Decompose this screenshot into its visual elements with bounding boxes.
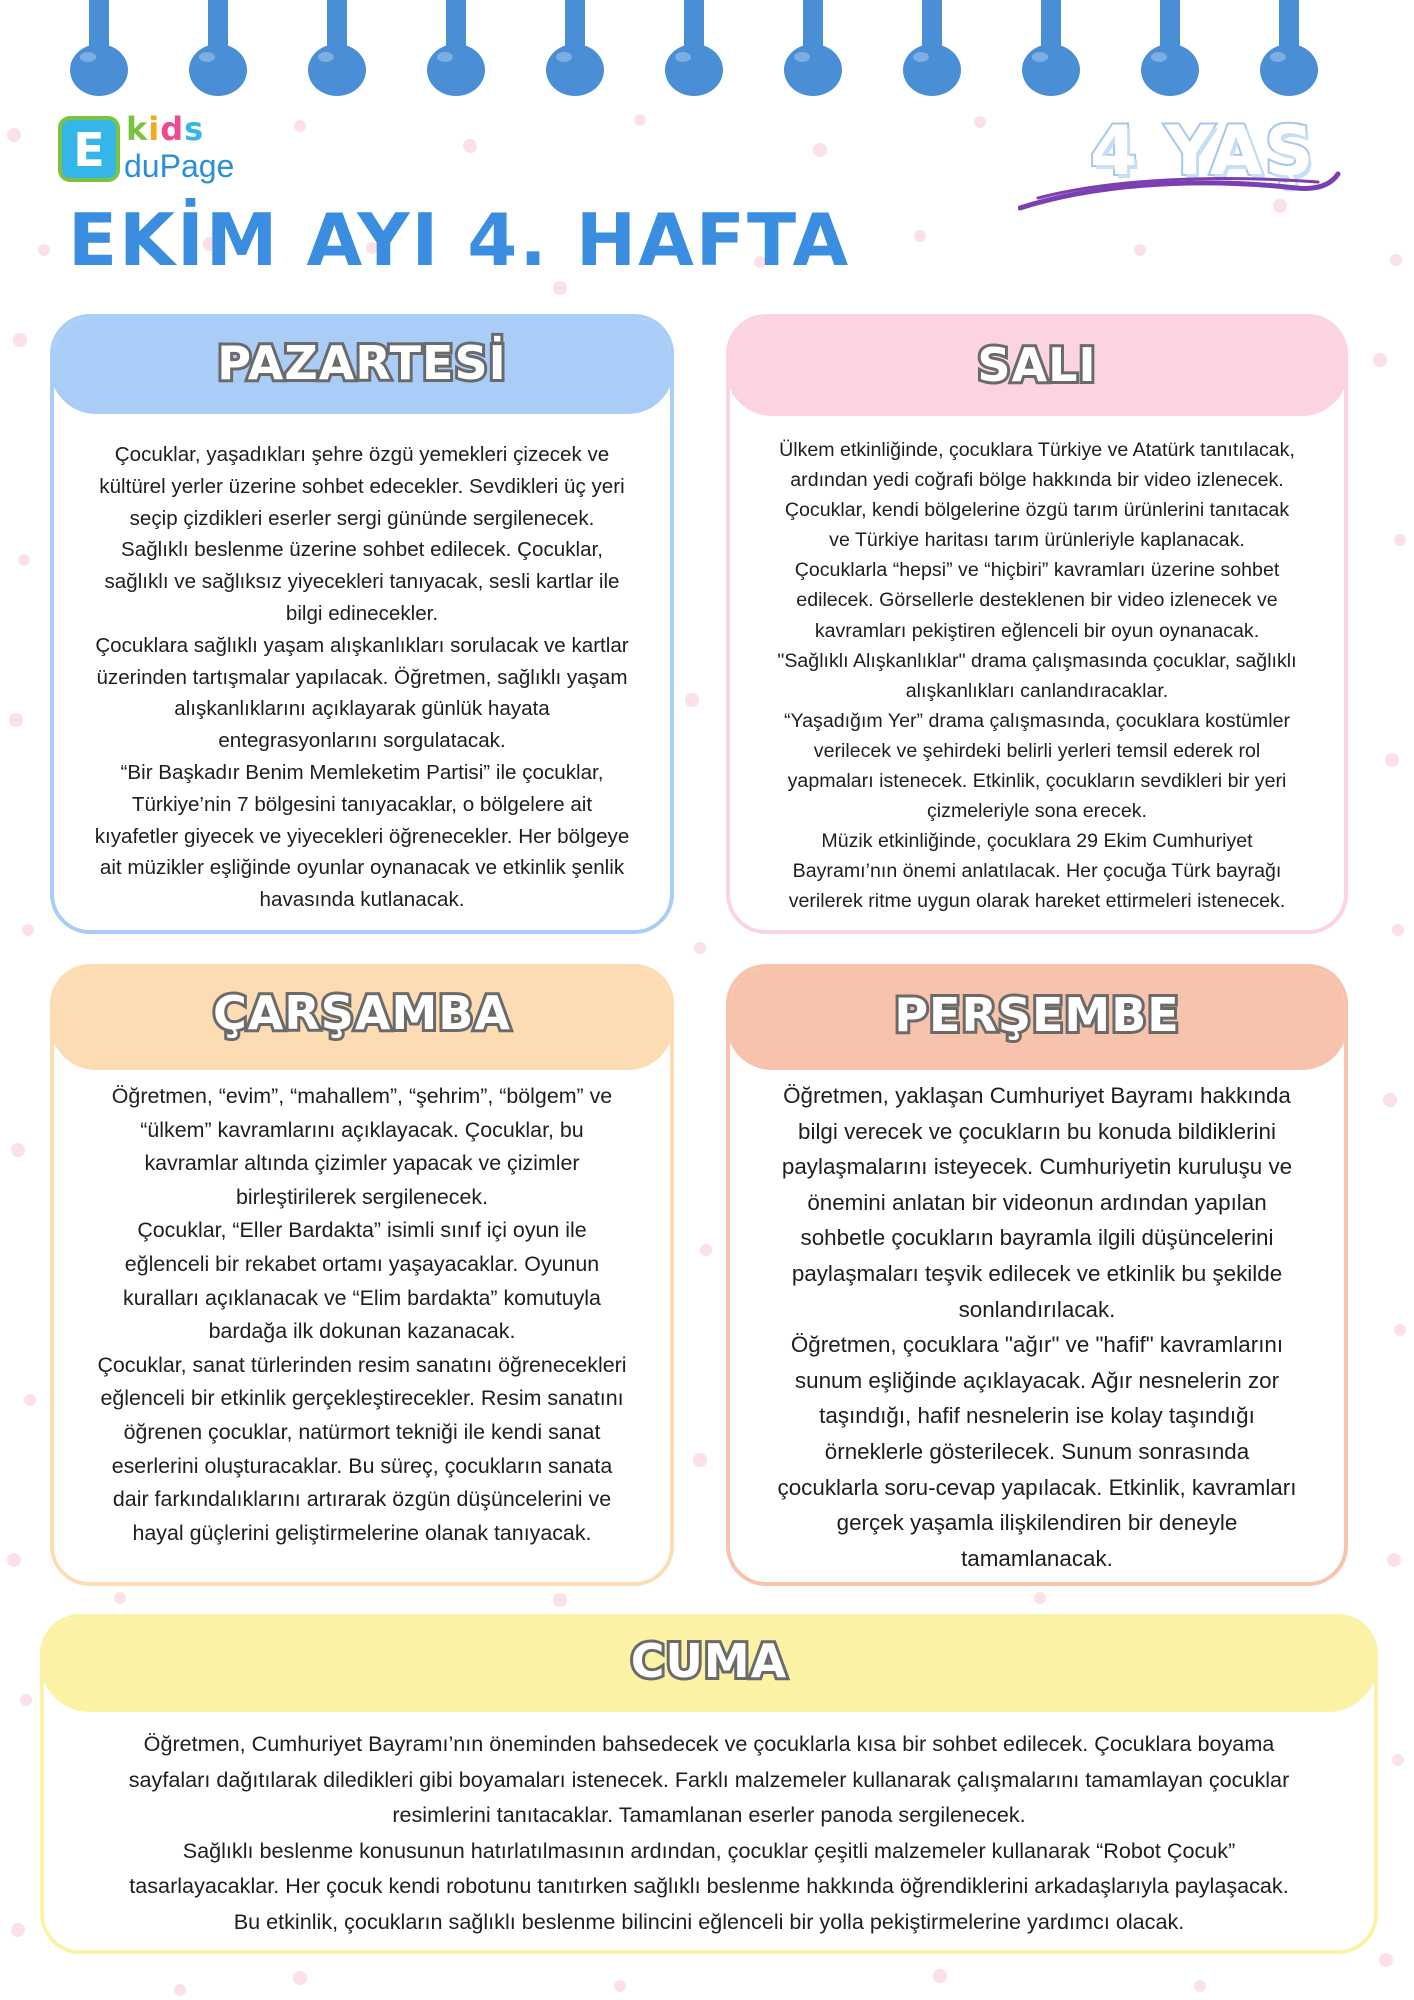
day-card-friday xyxy=(40,1614,1378,1954)
day-header xyxy=(50,964,674,1070)
day-name: PAZARTESİ xyxy=(217,336,507,390)
day-activities xyxy=(68,1726,1350,1939)
binder-ring xyxy=(1260,0,1318,96)
kids-edupage-logo xyxy=(58,112,238,190)
activity-text: Öğretmen, “evim”, “mahallem”, “şehrim”, “bölgem” ve “ülkem” kavramlarını açıklayacak. Çocuklar, bu kavramlar altında çizimler yapacak ve çizimler birleştirilerek sergilenecek. Çocuklar, “Eller Bardakta” isimli sınıf içi oyun ile eğlenceli bir rekabet ortamı yaşayacaklar. Oyunun kuralları açıklanacak ve “Elim bardakta” komutuyla bardağa ilk dokunan kazanacak. Çocuklar, sanat türlerinden resim sanatını öğrenecekleri eğlenceli bir etkinlik gerçekleştirecekler. Resim sanatını öğrenen çocuklar, natürmort tekniği ile kendi sanat eserlerini oluşturacaklar. Bu süreç, çocukların sanata dair farkındalıklarını artırarak özgün düşüncelerini ve hayal güçlerini geliştirmelerine olanak tanıyacak. xyxy=(97,1084,627,1545)
day-name: CUMA xyxy=(630,1634,788,1688)
day-card-tuesday xyxy=(726,314,1348,934)
day-card-wednesday xyxy=(50,964,674,1586)
logo-kids-text: kids xyxy=(126,110,205,148)
day-name: SALI xyxy=(977,338,1097,392)
binder-ring xyxy=(1141,0,1199,96)
day-name: ÇARŞAMBA xyxy=(213,986,511,1040)
binder-ring xyxy=(1022,0,1080,96)
purple-swoosh xyxy=(1018,164,1348,214)
activity-text: Öğretmen, Cumhuriyet Bayramı’nın öneminden bahsedecek ve çocuklarla kısa bir sohbet edilecek. Çocuklara boyama sayfaları dağıtılarak diledikleri gibi boyamaları istenecek. Farklı malzemeler kullanarak çalışmalarını tamamlayan çocuklar resimlerini tanıtacaklar. Tamamlanan eserler panoda sergilenecek. Sağlıklı beslenme konusunun hatırlatılmasının ardından, çocuklar çeşitli malzemeler kullanarak “Robot Çocuk” tasarlayacaklar. Her çocuk kendi robotunu tanıtırken sağlıklı beslenme hakkında öğrendiklerini arkadaşlarıyla paylaşacak. Bu etkinlik, çocukların sağlıklı beslenme bilincini eğlenceli bir yolla pekiştirmelerine yardımcı olacak. xyxy=(128,1731,1290,1934)
day-header xyxy=(726,964,1348,1070)
activity-text: Öğretmen, yaklaşan Cumhuriyet Bayramı hakkında bilgi verecek ve çocukların bu konuda bildiklerini paylaşmalarını isteyecek. Cumhuriyetin kuruluşu ve önemini anlatan bir videonun ardından yapılan sohbetle çocukların bayramla ilgili düşüncelerini paylaşmaları teşvik edilecek ve etkinlik bu şekilde sonlandırılacak. Öğretmen, çocuklara "ağır" ve "hafif" kavramlarını sunum eşliğinde açıklayacak. Ağır nesnelerin zor taşındığı, hafif nesnelerin ise kolay taşındığı örneklerle gösterilecek. Sunum sonrasında çocuklarla soru-cevap yapılacak. Etkinlik, kavramları gerçek yaşamla ilişkilendiren bir deneyle tamamlanacak. xyxy=(777,1083,1297,1571)
day-activities xyxy=(84,439,640,916)
day-card-thursday xyxy=(726,964,1348,1586)
activity-text: Ülkem etkinliğinde, çocuklara Türkiye ve Atatürk tanıtılacak, ardından yedi coğrafi bölge hakkında bir video izlenecek. Çocuklar, kendi bölgelerine özgü tarım ürünlerini tanıtacak ve Türkiye haritası tarım ürünleriyle kaplanacak. Çocuklarla “hepsi” ve “hiçbiri” kavramları üzerine sohbet edilecek. Görsellerle desteklenen bir video izlenecek ve kavramları pekiştiren eğlenceli bir oyun oynanacak. "Sağlıklı Alışkanlıklar" drama çalışmasında çocuklar, sağlıklı alışkanlıkları canlandıracaklar. “Yaşadığım Yer” drama çalışmasında, çocuklara kostümler verilecek ve şehirdeki belirli yerleri temsil ederek rol yapmaları istenecek. Etkinlik, çocukların sevdikleri bir yeri çizmeleriyle sona erecek. Müzik etkinliğinde, çocuklara 29 Ekim Cumhuriyet Bayramı’nın önemi anlatılacak. Her çocuğa Türk bayrağı verilerek ritme uygun olarak hareket ettirmeleri istenecek. xyxy=(777,439,1297,913)
age-badge: 4 YAŞ xyxy=(1090,112,1316,191)
day-header xyxy=(726,314,1348,416)
binder-ring xyxy=(665,0,723,96)
day-activities xyxy=(760,1078,1314,1576)
binder-ring xyxy=(427,0,485,96)
binder-ring xyxy=(546,0,604,96)
day-activities xyxy=(760,435,1314,917)
logo-edupage-text: duPage xyxy=(124,148,235,184)
day-header xyxy=(40,1614,1378,1712)
logo-e-mark: E xyxy=(58,116,120,182)
binder-ring xyxy=(903,0,961,96)
binder-rings xyxy=(0,0,1414,100)
binder-ring xyxy=(308,0,366,96)
binder-ring xyxy=(70,0,128,96)
binder-ring xyxy=(784,0,842,96)
day-header xyxy=(50,314,674,414)
day-activities xyxy=(84,1080,640,1550)
activity-text: Çocuklar, yaşadıkları şehre özgü yemekleri çizecek ve kültürel yerler üzerine sohbet edecekler. Sevdikleri üç yeri seçip çizdikleri eserler sergi gününde sergilenecek. Sağlıklı beslenme üzerine sohbet edilecek. Çocuklar, sağlıklı ve sağlıksız yiyecekleri tanıyacak, sesli kartlar ile bilgi edinecekler. Çocuklara sağlıklı yaşam alışkanlıkları sorulacak ve kartlar üzerinden tartışmalar yapılacak. Öğretmen, sağlıklı yaşam alışkanlıklarını açıklayarak günlük hayata entegrasyonlarını sorgulatacak. “Bir Başkadır Benim Memleketim Partisi” ile çocuklar, Türkiye’nin 7 bölgesini tanıyacaklar, o bölgelere ait kıyafetler giyecek ve yiyecekleri öğrenecekler. Her bölgeye ait müzikler eşliğinde oyunlar oynanacak ve etkinlik şenlik havasında kutlanacak. xyxy=(94,443,630,912)
day-card-monday xyxy=(50,314,674,934)
day-name: PERŞEMBE xyxy=(894,988,1180,1042)
binder-ring xyxy=(189,0,247,96)
page-title: EKİM AYI 4. HAFTA xyxy=(68,198,851,282)
